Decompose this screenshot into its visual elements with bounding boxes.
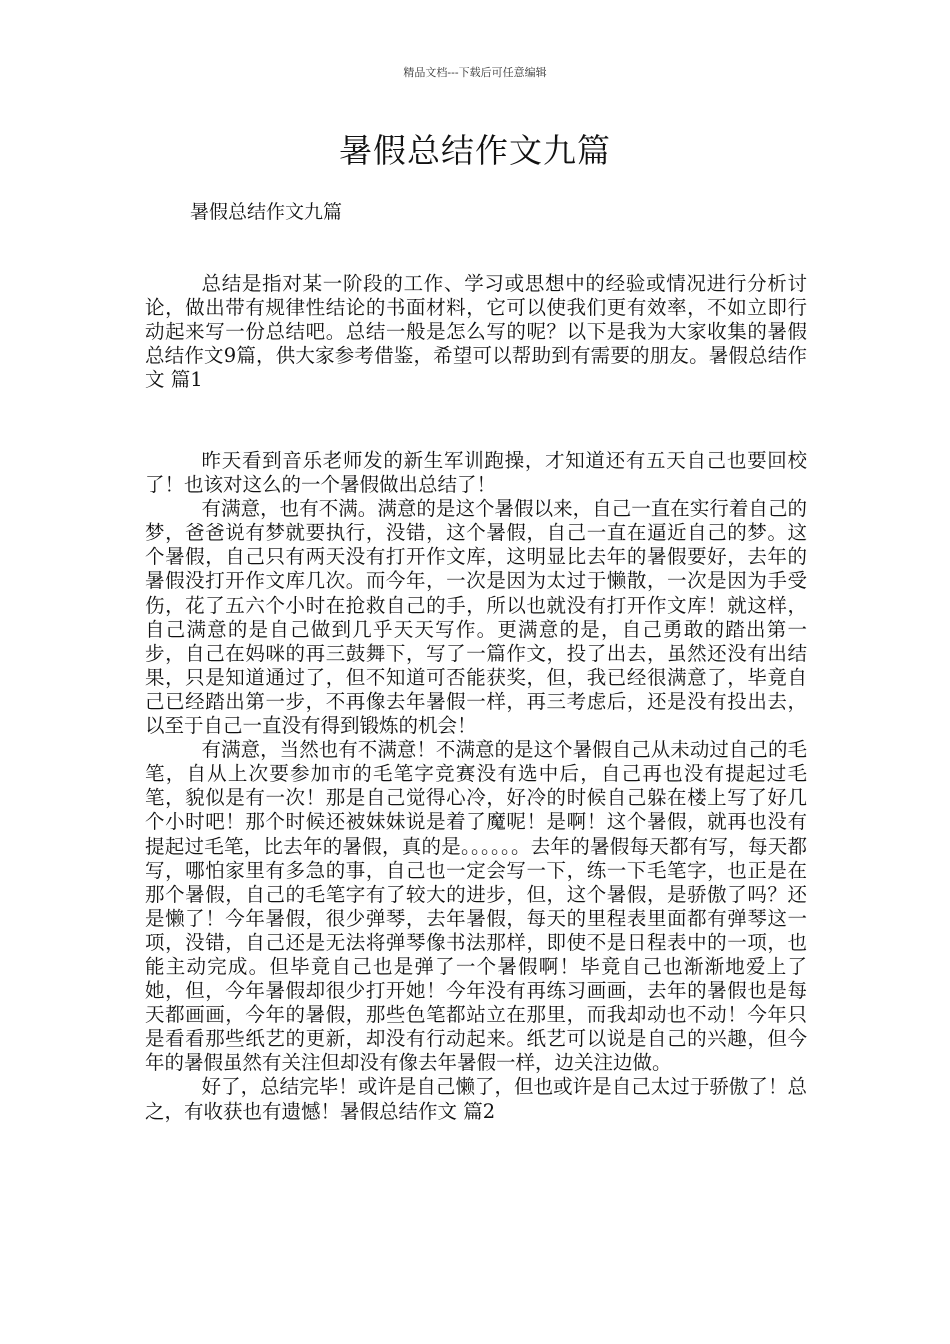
body-paragraph: 昨天看到音乐老师发的新生军训跑操，才知道还有五天自己也要回校了！也该对这么的一个暑假做出总结了！: [145, 449, 807, 497]
intro-paragraph: 总结是指对某一阶段的工作、学习或思想中的经验或情况进行分析讨论，做出带有规律性结论的书面材料，它可以使我们更有效率，不如立即行动起来写一份总结吧。总结一般是怎么写的呢？以下是我为大家收集的暑假总结作文9篇，供大家参考借鉴，希望可以帮助到有需要的朋友。暑假总结作文 篇1: [145, 272, 807, 392]
body-paragraph: 有满意，也有不满。满意的是这个暑假以来，自己一直在实行着自己的梦，爸爸说有梦就要执行，没错，这个暑假，自己一直在逼近自己的梦。这个暑假，自己只有两天没有打开作文库，这明显比去年的暑假要好，去年的暑假没打开作文库几次。而今年，一次是因为太过于懒散，一次是因为手受伤，花了五六个小时在抢救自己的手，所以也就没有打开作文库！就这样，自己满意的是自己做到几乎天天写作。更满意的是，自己勇敢的踏出第一步，自己在妈咪的再三鼓舞下，写了一篇作文，投了出去，虽然还没有出结果，只是知道通过了，但不知道可否能获奖，但，我已经很满意了，毕竟自己已经踏出第一步，不再像去年暑假一样，再三考虑后，还是没有投出去，以至于自己一直没有得到锻炼的机会！: [145, 497, 807, 738]
essay-body: [145, 449, 807, 1124]
document-title: 暑假总结作文九篇: [339, 131, 611, 170]
intro-section: [145, 272, 807, 392]
body-paragraph: 有满意，当然也有不满意！不满意的是这个暑假自己从未动过自己的毛笔，自从上次要参加市的毛笔字竞赛没有选中后，自己再也没有提起过毛笔，貌似是有一次！那是自己觉得心冷，好冷的时候自己躲在楼上写了好几个小时吧！那个时候还被妹妹说是着了魔呢！是啊！这个暑假，就再也没有提起过毛笔，比去年的暑假，真的是。。。。。。去年的暑假每天都有写，每天都写，哪怕家里有多急的事，自己也一定会写一下，练一下毛笔字，也正是在那个暑假，自己的毛笔字有了较大的进步，但，这个暑假，是骄傲了吗？还是懒了！今年暑假，很少弹琴，去年暑假，每天的里程表里面都有弹琴这一项，没错，自己还是无法将弹琴像书法那样，即使不是日程表中的一项，也能主动完成。但毕竟自己也是弹了一个暑假啊！毕竟自己也渐渐地爱上了她，但，今年暑假却很少打开她！今年没有再练习画画，去年的暑假也是每天都画画，今年的暑假，那些色笔都站立在那里，而我却动也不动！今年只是看看那些纸艺的更新，却没有行动起来。纸艺可以说是自己的兴趣，但今年的暑假虽然有关注但却没有像去年暑假一样，边关注边做。: [145, 738, 807, 1075]
document-subtitle: 暑假总结作文九篇: [190, 201, 343, 223]
body-paragraph: 好了，总结完毕！或许是自己懒了，但也或许是自己太过于骄傲了！总之，有收获也有遗憾！暑假总结作文 篇2: [145, 1075, 807, 1123]
header-note: 精品文档---下载后可任意编辑: [403, 66, 547, 79]
